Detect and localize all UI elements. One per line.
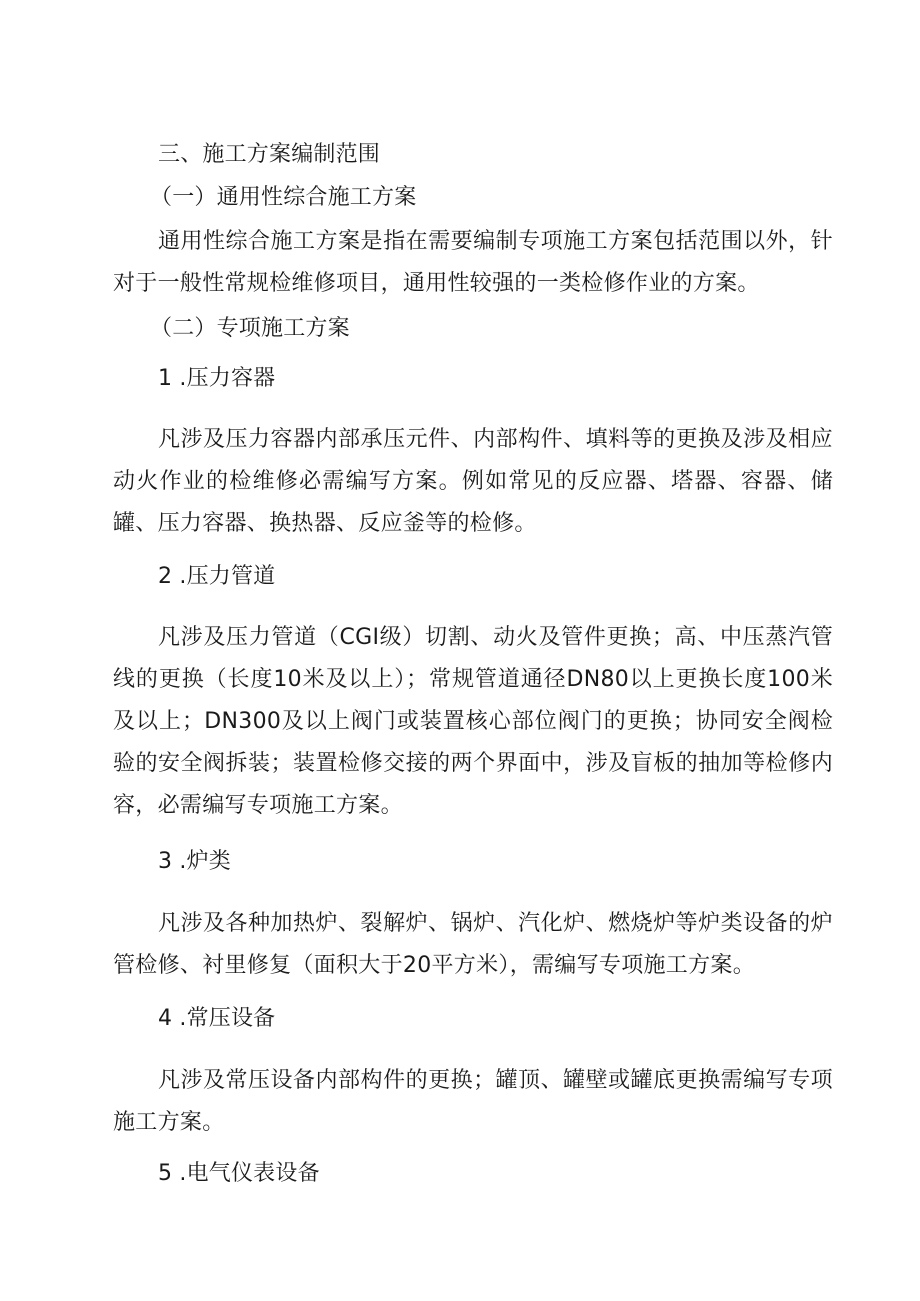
- item-title-pressure-vessel: 1 .压力容器: [158, 366, 276, 391]
- paragraph-furnace: 凡涉及各种加热炉、裂解炉、锅炉、汽化炉、燃烧炉等炉类设备的炉管检修、衬里修复（面积大于20平方米），需编写专项施工方案。: [113, 911, 833, 978]
- subsection-heading-general: （一）通用性综合施工方案: [150, 185, 417, 210]
- paragraph-atmospheric-equipment: 凡涉及常压设备内部构件的更换；罐顶、罐壁或罐底更换需编写专项施工方案。: [113, 1068, 833, 1135]
- paragraph-general: 通用性综合施工方案是指在需要编制专项施工方案包括范围以外，针对于一般性常规检维修项目，通用性较强的一类检修作业的方案。: [113, 229, 833, 296]
- item-title-pressure-pipe: 2 .压力管道: [158, 564, 276, 589]
- subsection-heading-special: （二）专项施工方案: [150, 316, 350, 341]
- section-heading: 三、施工方案编制范围: [158, 142, 381, 167]
- paragraph-pressure-pipe: 凡涉及压力管道（CGI级）切割、动火及管件更换；高、中压蒸汽管线的更换（长度10米及以上）；常规管道通径DN80以上更换长度100米及以上；DN300及以上阀门或装置核心部位阀门的更换；协同安全阀检验的安全阀拆装；装置检修交接的两个界面中，涉及盲板的抽加等检修内容，必需编写专项施工方案。: [113, 625, 833, 818]
- item-title-furnace: 3 .炉类: [158, 849, 231, 874]
- paragraph-pressure-vessel: 凡涉及压力容器内部承压元件、内部构件、填料等的更换及涉及相应动火作业的检维修必需编写方案。例如常见的反应器、塔器、容器、储罐、压力容器、换热器、反应釜等的检修。: [113, 427, 833, 536]
- item-title-atmospheric-equipment: 4 .常压设备: [158, 1006, 276, 1031]
- item-title-electrical-instrument: 5 .电气仪表设备: [158, 1161, 320, 1186]
